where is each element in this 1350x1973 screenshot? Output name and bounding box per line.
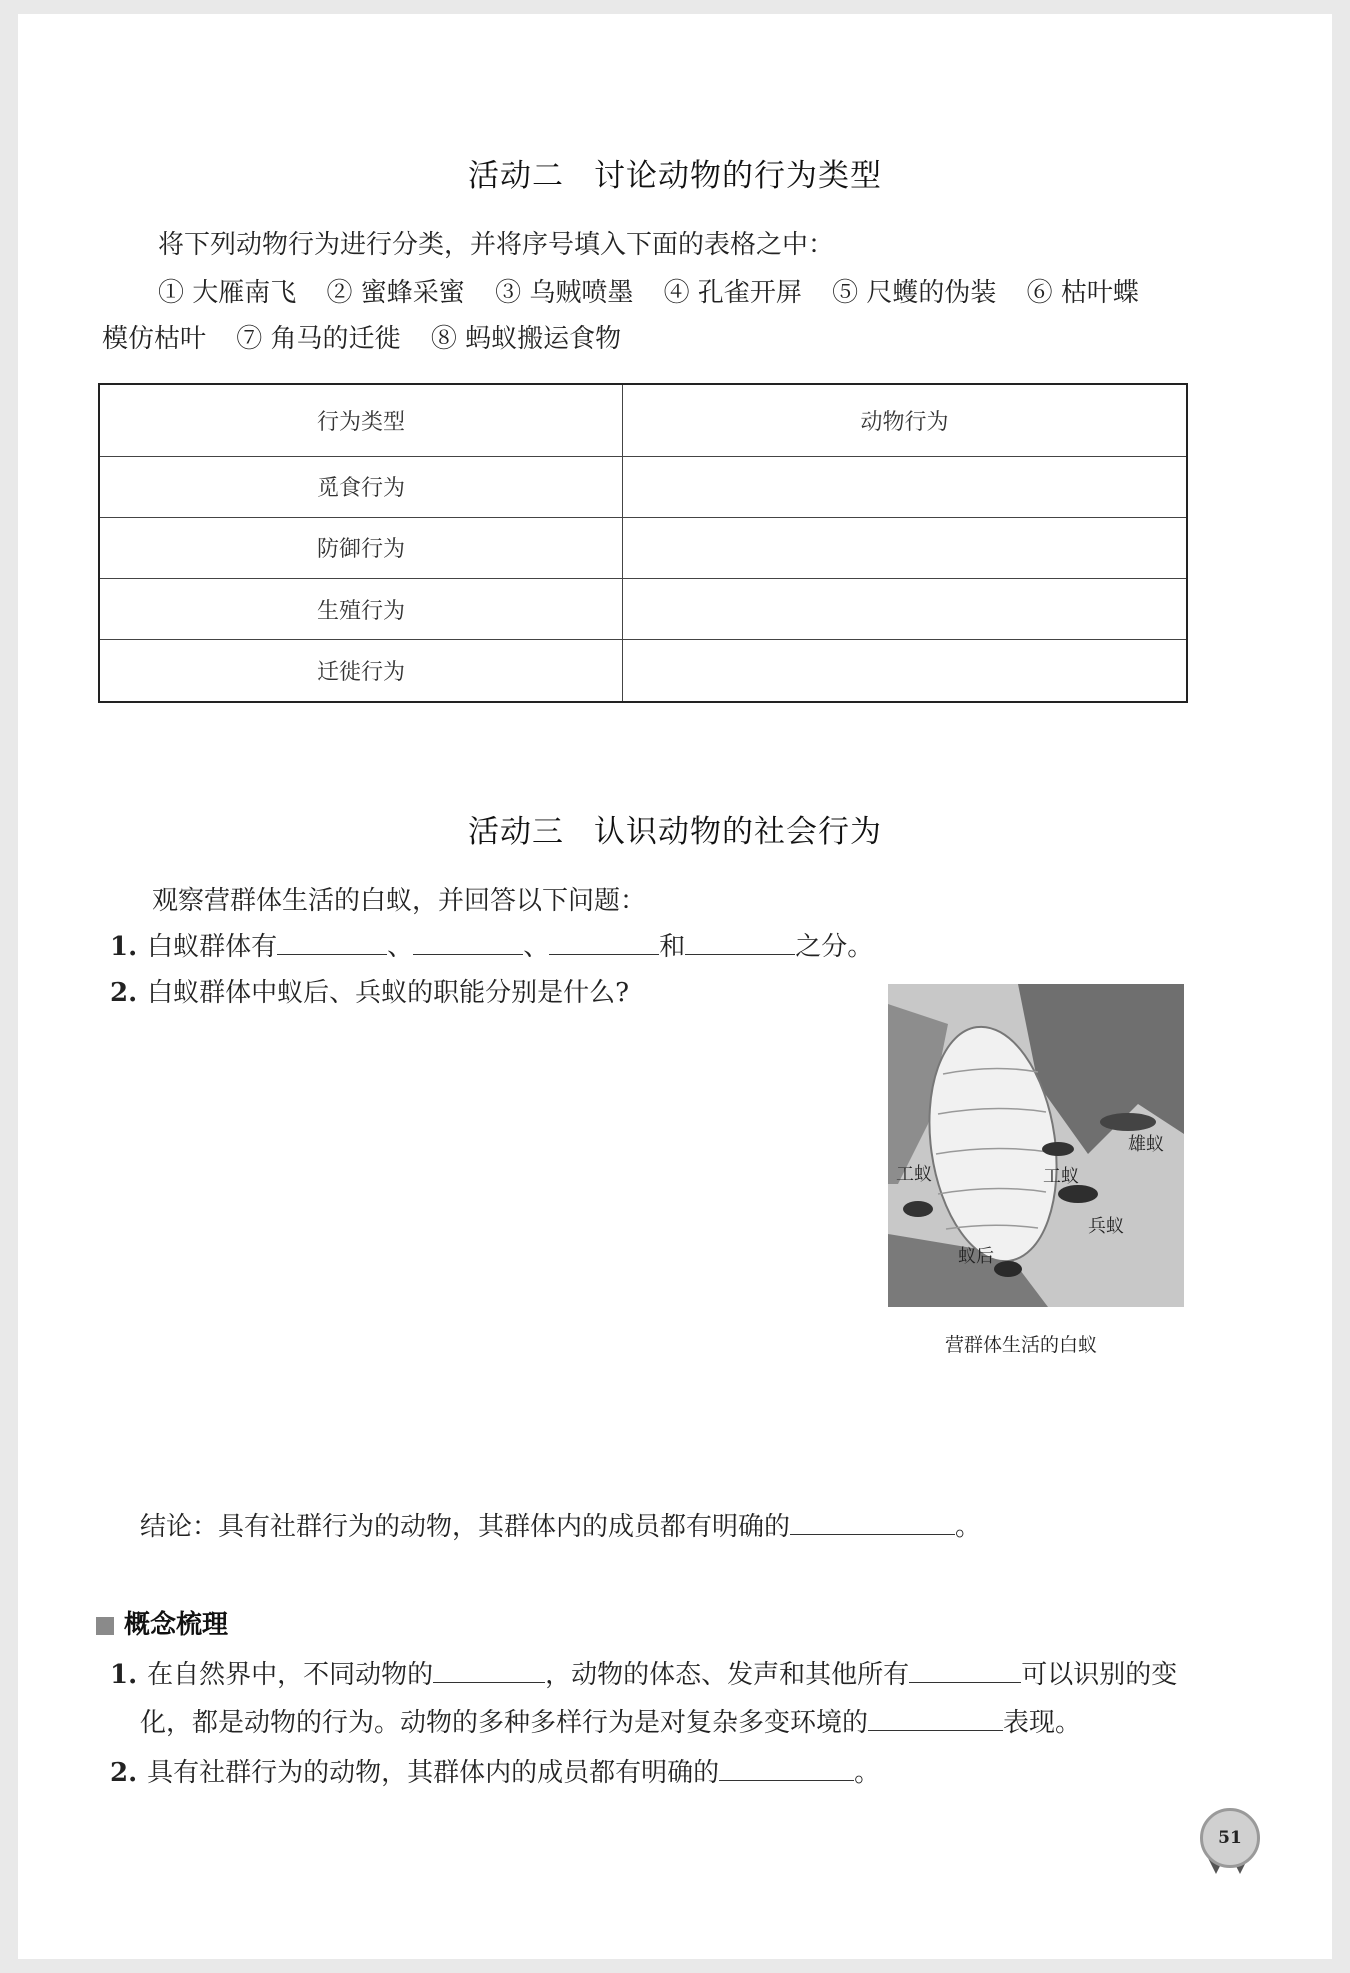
section-square-icon <box>96 1617 114 1635</box>
concept-item-2 <box>110 1752 880 1789</box>
conclusion-text: 结论：具有社群行为的动物，其群体内的成员都有明确的 <box>140 1512 791 1542</box>
table-row <box>99 640 1187 702</box>
row-label-defense: 防御行为 <box>99 517 623 578</box>
label-male-termite: 雄蚁 <box>1128 1134 1164 1155</box>
activity3-title-a: 活动三 <box>468 814 564 850</box>
concept-1-text-c: 可以识别的变 <box>1021 1660 1178 1690</box>
question-2-text: 白蚁群体中蚁后、兵蚁的职能分别是什么? <box>147 978 630 1008</box>
concept-1-text-e: 表现。 <box>1003 1708 1082 1738</box>
header-animal-behavior: 动物行为 <box>623 384 1188 456</box>
label-soldier: 兵蚁 <box>1088 1216 1124 1237</box>
option-6: ⑥ 枯叶蝶 <box>1026 278 1139 308</box>
options-line-1 <box>158 272 1161 309</box>
blank-field[interactable] <box>549 930 659 955</box>
row-label-migration: 迁徙行为 <box>99 640 623 702</box>
activity3-heading <box>0 806 1350 851</box>
activity2-title-a: 活动二 <box>468 158 564 194</box>
figure-caption: 营群体生活的白蚁 <box>945 1334 1098 1356</box>
concept-2-number: 2. <box>110 1758 138 1788</box>
concept-1-text-b: ，动物的体态、发声和其他所有 <box>545 1660 910 1690</box>
concept-2-end: 。 <box>854 1758 881 1788</box>
termite-illustration <box>888 984 1184 1307</box>
question-1-number: 1. <box>110 932 138 962</box>
conclusion-end: 。 <box>955 1512 982 1542</box>
blank-field[interactable] <box>868 1706 1003 1731</box>
label-worker-left: 工蚁 <box>896 1164 932 1185</box>
table-row <box>99 517 1187 578</box>
options-line-2 <box>102 318 643 355</box>
activity2-heading <box>0 150 1350 195</box>
question-1-text: 白蚁群体有 <box>147 932 278 962</box>
separator: 、 <box>387 932 414 962</box>
answer-cell-feeding[interactable] <box>623 456 1188 517</box>
activity3-title-b: 认识动物的社会行为 <box>594 814 882 850</box>
table-row <box>99 456 1187 517</box>
label-queen: 蚁后 <box>958 1246 994 1267</box>
concepts-title: 概念梳理 <box>124 1610 229 1640</box>
concept-2-text: 具有社群行为的动物，其群体内的成员都有明确的 <box>147 1758 720 1788</box>
option-8: ⑧ 蚂蚁搬运食物 <box>430 324 622 354</box>
question-2-number: 2. <box>110 978 138 1008</box>
option-6-cont: 模仿枯叶 <box>102 324 207 354</box>
behavior-table <box>98 383 1188 703</box>
option-5: ⑤ 尺蠖的伪装 <box>832 278 997 308</box>
option-4: ④ 孔雀开屏 <box>663 278 802 308</box>
blank-field[interactable] <box>433 1658 545 1683</box>
table-row <box>99 579 1187 640</box>
option-3: ③ 乌贼喷墨 <box>495 278 634 308</box>
answer-cell-reproduction[interactable] <box>623 579 1188 640</box>
table-header-row <box>99 384 1187 456</box>
conjunction: 和 <box>659 932 686 962</box>
option-1: ① 大雁南飞 <box>158 278 297 308</box>
concepts-section-title <box>96 1604 228 1641</box>
page-number-badge: 51 <box>1200 1808 1260 1868</box>
option-2: ② 蜜蜂采蜜 <box>326 278 465 308</box>
concept-1-text-d: 化，都是动物的行为。动物的多种多样行为是对复杂多变环境的 <box>140 1708 869 1738</box>
activity2-title-b: 讨论动物的行为类型 <box>594 158 882 194</box>
question-2 <box>110 972 629 1009</box>
blank-field[interactable] <box>909 1658 1021 1683</box>
blank-field[interactable] <box>413 930 523 955</box>
activity2-instruction: 将下列动物行为进行分类，并将序号填入下面的表格之中： <box>158 230 835 260</box>
concept-item-1-line-2 <box>140 1702 1081 1739</box>
blank-field[interactable] <box>790 1510 955 1535</box>
blank-field[interactable] <box>685 930 795 955</box>
activity3-instruction: 观察营群体生活的白蚁，并回答以下问题： <box>152 886 647 916</box>
blank-field[interactable] <box>277 930 387 955</box>
option-7: ⑦ 角马的迁徙 <box>236 324 401 354</box>
row-label-reproduction: 生殖行为 <box>99 579 623 640</box>
answer-cell-defense[interactable] <box>623 517 1188 578</box>
answer-cell-migration[interactable] <box>623 640 1188 702</box>
header-behavior-type: 行为类型 <box>99 384 623 456</box>
question-1 <box>110 926 873 963</box>
concept-item-1-line-1 <box>110 1654 1177 1691</box>
concept-1-text-a: 在自然界中，不同动物的 <box>147 1660 434 1690</box>
blank-field[interactable] <box>719 1756 854 1781</box>
question-1-end: 之分。 <box>795 932 874 962</box>
label-worker-right: 工蚁 <box>1043 1166 1079 1187</box>
separator: 、 <box>523 932 550 962</box>
conclusion <box>140 1506 981 1543</box>
row-label-feeding: 觅食行为 <box>99 456 623 517</box>
concept-1-number: 1. <box>110 1660 138 1690</box>
